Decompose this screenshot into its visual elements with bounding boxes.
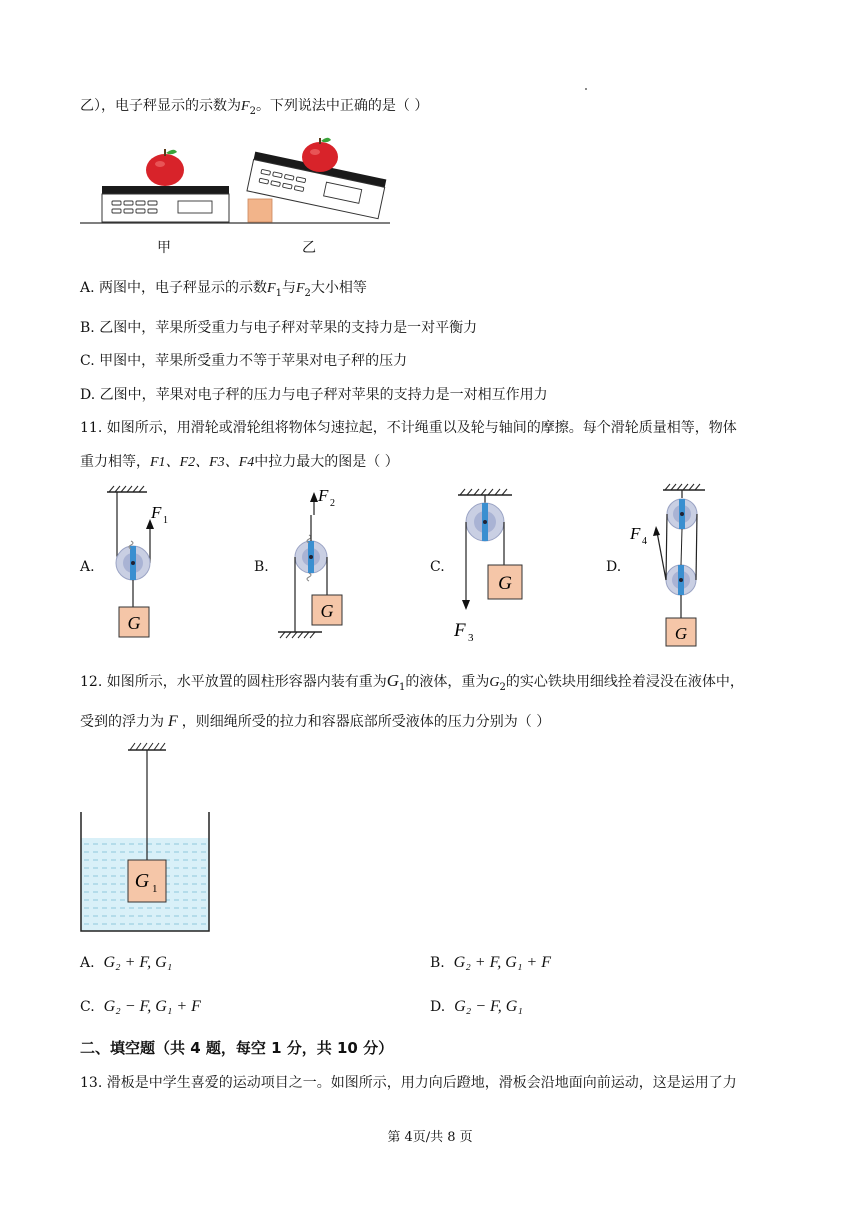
var-f: F [241,99,250,114]
var-sub: 2 [249,105,256,117]
q11-text: 重力相等， [80,454,150,470]
q12-option-b: B. G₂ + F, G₁ + F [430,954,551,971]
q11-letter-d: D. [606,559,622,575]
q10-option-b: B. 乙图中，苹果所受重力与电子秤对苹果的支持力是一对平衡力 [80,320,478,336]
q11-text-end: 中拉力最大的图是（ ） [254,454,399,470]
sub-2: 2 [304,287,311,299]
var-g1-sub: 1 [399,681,406,693]
force-f1-sub: 1 [163,515,168,526]
stem-text: 乙），电子秤显示的示数为 [80,98,241,114]
q11-figure-d [625,482,715,648]
weight-a: G [127,613,141,633]
q12-stem-line1 [80,671,744,693]
q12-option-a: A. G₂ + F, G₁ [80,954,173,971]
apple-yi [302,138,338,172]
q10-option-d: D. 乙图中，苹果对电子秤的压力与电子秤对苹果的支持力是一对相互作用力 [80,387,548,403]
q12-text4: 受到的浮力为 [80,714,164,730]
stray-dot [585,88,587,90]
q11-figure-b [272,485,362,643]
opt-a-mid: 与 [281,280,296,296]
q11-letter-c: C. [430,559,445,575]
force-f4-sub: 4 [642,536,647,547]
opt-a-end: 大小相等 [310,280,367,296]
block-g1-sub: 1 [152,883,158,895]
q11-figure-a [95,485,185,643]
weight-d: G [674,624,688,643]
q10-stem-tail [80,95,428,117]
q12-container-figure [78,738,218,938]
q11-letter-b: B. [254,559,269,575]
q11-letter-a: A. [80,559,95,575]
q11-stem-line1: 11. 如图所示，用滑轮或滑轮组将物体匀速拉起，不计绳重以及轮与轴间的摩擦。每个滑轮质量相等，物体 [80,420,737,436]
force-f1: F [151,503,162,522]
weight-b: G [320,601,334,621]
q11-figure-c [450,485,540,643]
q11-stem-line2 [80,451,399,471]
label-yi: 乙 [302,240,316,256]
var-g1: G [386,671,399,690]
q12-text3: 的实心铁块用细线拴着浸没在液体中， [505,674,744,690]
q12-option-d: D. G₂ − F, G₁ [430,998,523,1015]
q12-option-c: C. G₂ − F, G₁ + F [80,998,201,1015]
var-g2: G [489,675,500,690]
q12-text2: 的液体，重为 [405,674,490,690]
section-heading: 二、填空题（共 4 题，每空 1 分，共 10 分） [80,1039,394,1057]
q10-option-a [80,277,367,299]
sub-1: 1 [275,287,282,299]
weight-c: G [498,573,512,594]
scale-jia [102,186,229,222]
var-f2: F [295,281,305,296]
q10-option-c: C. 甲图中，苹果所受重力不等于苹果对电子秤的压力 [80,353,408,369]
q10-scale-figure [78,132,398,262]
stem-text-end: 。下列说法中正确的是（ ） [255,98,429,114]
var-f1: F [267,281,276,296]
q12-text5: ，则细绳所受的拉力和容器底部所受液体的压力分别为（ ） [181,714,551,730]
page-footer: 第 4页/共 8 页 [387,1130,473,1145]
force-f3-sub: 3 [468,632,474,643]
force-f3: F [454,620,466,641]
var-f: F [168,713,178,730]
force-f2: F [318,486,329,505]
wedge-block [248,199,272,222]
force-f2-sub: 2 [330,498,335,509]
force-f4: F [630,524,641,543]
apple-jia [146,149,184,186]
q12-text1: 12. 如图所示，水平放置的圆柱形容器内装有重为 [80,674,387,690]
force-list: F1、F2、F3、F4 [150,455,255,470]
q13-stem: 13. 滑板是中学生喜爱的运动项目之一。如图所示，用力向后蹬地，滑板会沿地面向前运动，这是运用了力 [80,1075,737,1091]
q12-stem-line2 [80,711,550,731]
label-jia: 甲 [157,240,171,256]
block-g1: G [134,870,150,892]
var-g2-sub: 2 [499,681,506,693]
opt-a-text: A. 两图中，电子秤显示的示数 [80,280,268,296]
